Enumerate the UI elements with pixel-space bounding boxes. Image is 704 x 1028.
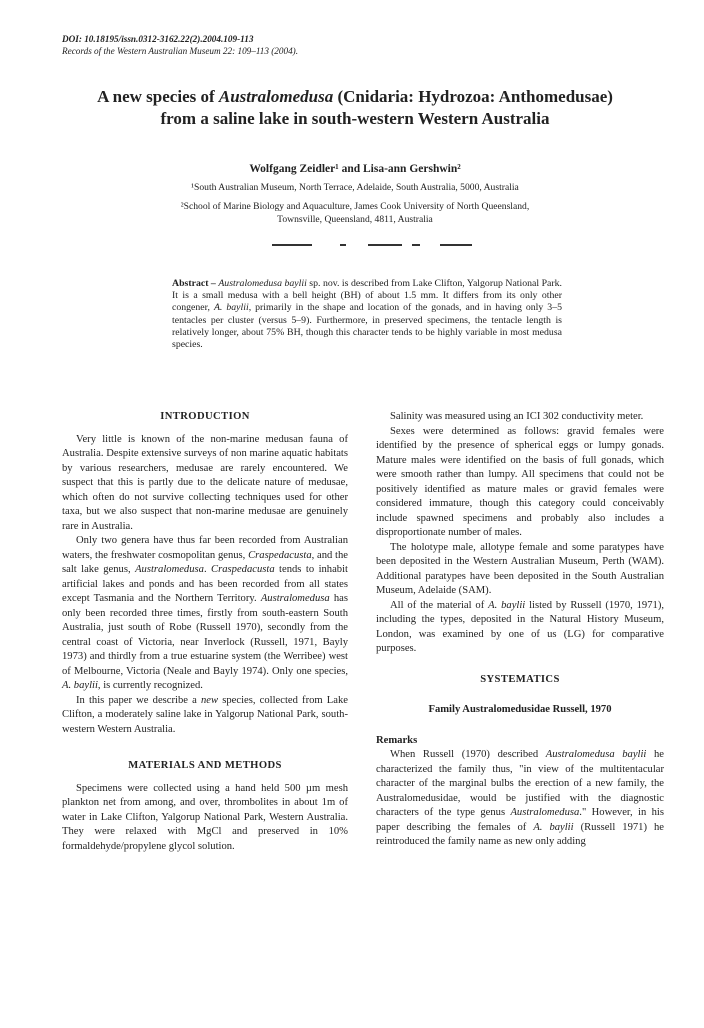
intro-p3-emph: new	[201, 694, 219, 706]
title-line1-prefix: A new species of	[97, 87, 219, 106]
intro-p2-genus-4: Australomedusa	[260, 593, 330, 604]
methods-salinity-paragraph: Salinity was measured using an ICI 302 conductivity meter.	[390, 411, 644, 422]
intro-p2-text-c: .	[203, 564, 212, 575]
abstract-species-ref: A. baylii	[213, 302, 249, 314]
remarks-text-a: When Russell (1970) described	[390, 749, 546, 760]
remarks-paragraph	[376, 748, 664, 850]
title-line2: from a saline lake in south-western Western Australia	[160, 109, 550, 128]
abstract-text-2: , primarily in the shape and location of the gonads, and in having only 3–5 tentacles per cluster (versus 5–9). Furthermore, in preserved specimens, the tentacle length is relatively longer, about 75% BH, though this character tends to be highly variable in most medusa species.	[172, 302, 562, 351]
abstract-text-1: sp. nov. is described from Lake Clifton, Yalgorup National Park. It is a small medusa with a bell height (BH) of about 1.5 mm. It differs from its only other congener,	[172, 278, 562, 314]
abstract-label: Abstract –	[172, 278, 216, 289]
methods-sexes-paragraph: Sexes were determined as follows: gravid females were identified by the presence of spherical eggs or lumpy gonads. Mature males were identified on the basis of full gonads, which were smooth rather than lumpy. All specimens that could not be positively identified as mature males or gravid females were considered immature, though this category could conceivably include spawned specimens and probably also includes a disproportionate number of males.	[376, 425, 664, 538]
title-line1-suffix: (Cnidaria: Hydrozoa: Anthomedusae)	[333, 87, 613, 106]
intro-p2-text-a: Only two genera have thus far been recorded from Australian waters, the freshwater cosmopolitan genus,	[62, 535, 348, 561]
methods-paragraph-1: Specimens were collected using a hand held 500 µm mesh plankton net from among, and over, thrombolites in about 1m of water in Lake Clifton, Yalgorup National Park, Western Australia. They were relaxed with MgCl and preserved in 10% formaldehyde/propylene glycol solution.	[62, 782, 348, 852]
intro-paragraph-2	[62, 534, 348, 694]
remarks-text-d: (Russell 1971) he reintroduced the family name as new only adding	[376, 821, 664, 847]
introduction-heading: INTRODUCTION	[160, 411, 250, 422]
abstract	[172, 278, 562, 351]
abstract-epithet: baylii	[284, 278, 307, 289]
doi-line: DOI: 10.18195/issn.0312-3162.22(2).2004.109-113	[62, 34, 254, 44]
remarks-species-2: A. baylii	[533, 821, 574, 833]
family-heading: Family Australomedusidae Russell, 1970	[428, 704, 612, 715]
remarks-heading: Remarks	[376, 734, 418, 746]
paper-title	[60, 86, 650, 130]
affiliation-2-line1: ²School of Marine Biology and Aquaculture, James Cook University of North Queensland,	[180, 201, 530, 212]
intro-paragraph-3	[62, 694, 348, 738]
title-genus: Australomedusa	[218, 87, 334, 106]
intro-p2-text-b: , and the salt lake genus,	[62, 549, 348, 575]
remarks-species-1: Australomedusa baylii	[545, 749, 647, 760]
remarks-text-c: ." However, in his paper describing the females of	[376, 807, 664, 833]
methods-deposit-paragraph: The holotype male, allotype female and some paratypes have been deposited in the Western Australian Museum, Perth (WAM). Additional paratypes have been deposited in the South Australian Museum, Adelaide (SAM).	[376, 541, 664, 596]
material-text-b: listed by Russell (1970, 1971), including the types, deposited in the Natural History Museum, London, was examined by one of us (LG) for comparative purposes.	[376, 599, 664, 654]
intro-p2-genus-2: Australomedusa	[135, 564, 204, 575]
section-divider	[272, 244, 472, 248]
intro-p2-text-d: tends to inhabit artificial lakes and ponds and has been recorded from all states except Tasmania and the Northern Territory.	[62, 564, 348, 604]
intro-p2-species: A. baylii	[62, 680, 98, 691]
left-column	[62, 410, 348, 854]
systematics-heading: SYSTEMATICS	[480, 673, 560, 685]
remarks-text-b: he characterized the family thus, "in view of the multitentacular character of the marginal bulbs the erection of a new family, the Australomedusidae, would be justified with the diagnostic characters of the type genus	[376, 749, 665, 818]
affiliation-1: ¹South Australian Museum, North Terrace, Adelaide, South Australia, 5000, Australia	[191, 182, 519, 193]
affiliation-2	[55, 200, 655, 226]
right-column	[376, 410, 664, 850]
intro-p2-text-f: , is currently recognized.	[97, 680, 203, 691]
remarks-genus: Australomedusa	[510, 807, 580, 818]
intro-p2-text-e: has only been recorded three times, firstly from south-eastern South Australia, just south of Robe (Russell 1970), secondly from the central coast of Victoria, near Inverlock (Russell, 1971, Bayly 1973) and thirdly from a true estuarine system (the Werribee) west of Melbourne, Victoria (Neale and Bayly 1974). Only one species,	[62, 593, 348, 677]
intro-p2-genus-1: Craspedacusta	[248, 549, 312, 561]
material-text-a: All of the material of	[390, 599, 489, 611]
affiliation-2-line2: Townsville, Queensland, 4811, Australia	[277, 214, 433, 225]
author-list: Wolfgang Zeidler¹ and Lisa-ann Gershwin²	[249, 163, 461, 175]
intro-paragraph-1: Very little is known of the non-marine medusan fauna of Australia. Despite extensive surveys of non marine aquatic habitats by various researchers, medusae are rarely encountered. We suspect that this is partly due to the delicate nature of medusae, which often do not survive collecting techniques used for other taxa, but we also suspect that non-marine medusae are genuinely rare in Australia.	[62, 433, 348, 532]
journal-citation: Records of the Western Australian Museum 22: 109–113 (2004).	[62, 46, 299, 56]
intro-p3-text-a: In this paper we describe a	[76, 694, 201, 706]
methods-material-paragraph	[376, 599, 664, 657]
material-species: A. baylii	[488, 599, 526, 611]
abstract-genus: Australomedusa	[218, 278, 283, 289]
materials-methods-heading: MATERIALS AND METHODS	[128, 760, 282, 771]
intro-p2-genus-3: Craspedacusta	[211, 564, 275, 575]
intro-p3-text-b: species, collected from Lake Clifton, a moderately saline lake in Yalgorup National Park, south-western Western Australia.	[62, 694, 348, 735]
